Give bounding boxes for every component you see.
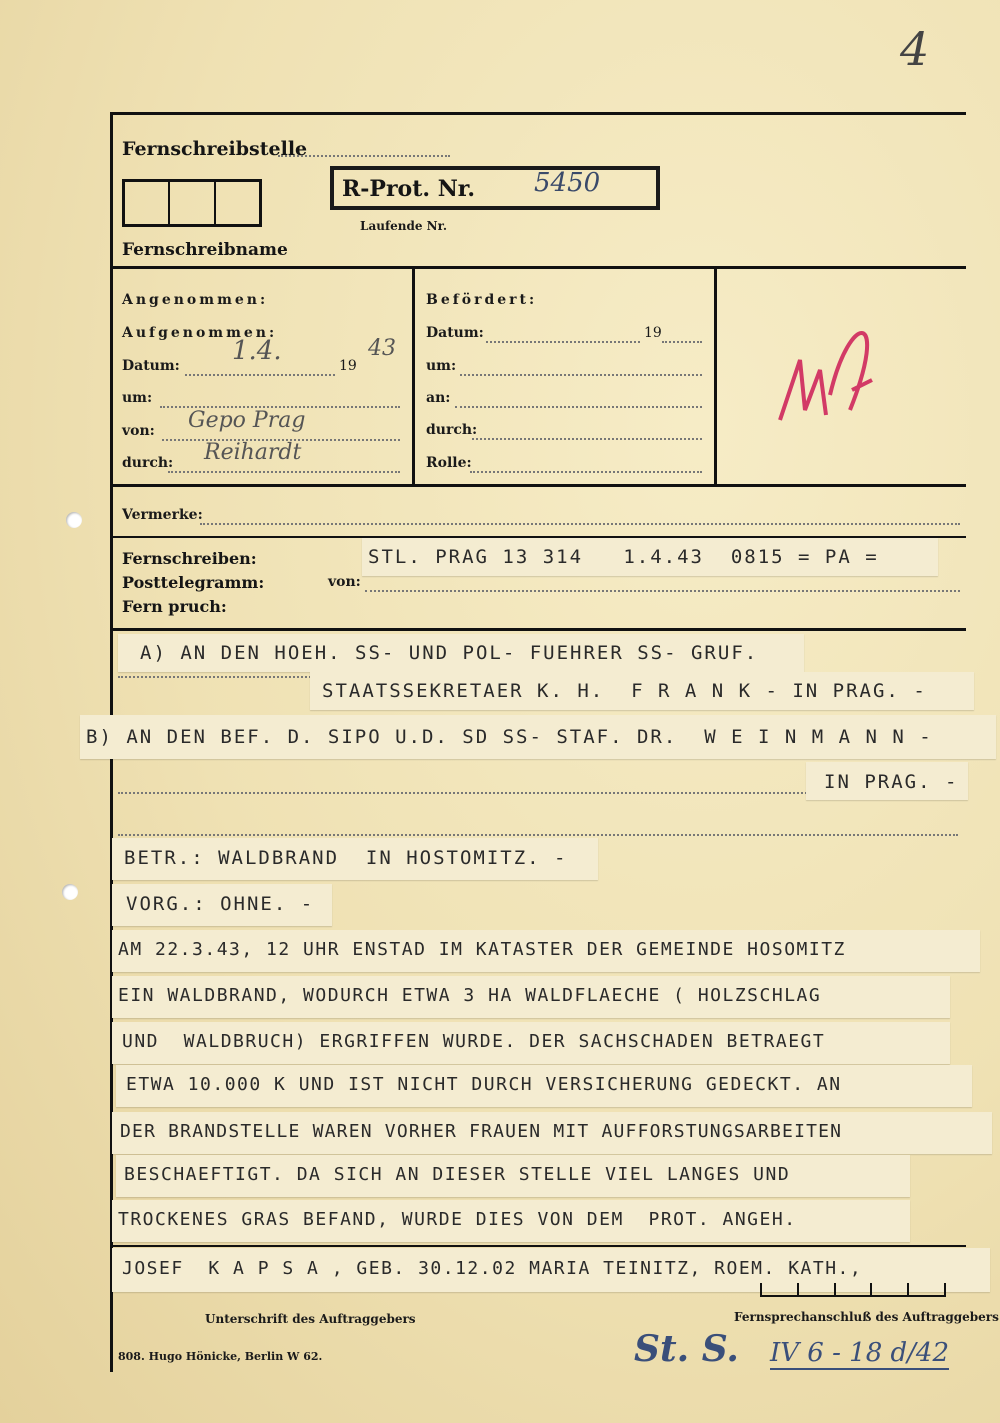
forwarded-time-line — [460, 374, 702, 376]
phone-number-boxes — [760, 1283, 946, 1297]
forwarded-date-label: Datum: — [426, 325, 484, 341]
forwarded-date-line — [486, 341, 640, 343]
station-label: Fernschreibstelle — [122, 138, 308, 160]
received-by-label: durch: — [122, 455, 174, 471]
received-date-value: 1.4. — [232, 336, 282, 366]
tape-line-13: TROCKENES GRAS BEFAND, WURDE DIES VON DEM PROT. ANGEH. — [118, 1209, 797, 1230]
tape-line-3: B) AN DEN BEF. D. SIPO U.D. SD SS- STAF. DR. W E I N M A N N - — [86, 726, 933, 748]
remarks-label: Vermerke: — [122, 507, 203, 523]
header-bottom-border — [110, 266, 966, 269]
received-time-label: um: — [122, 390, 153, 406]
received-year-prefix: 19 — [339, 358, 357, 374]
initials-text — [790, 400, 792, 401]
tape-line-11: DER BRANDSTELLE WAREN VORHER FRAUEN MIT AUFFORSTUNGSARBEITEN — [120, 1121, 843, 1142]
forwarded-heading: Befördert: — [426, 292, 538, 308]
forwarded-to-line — [455, 406, 702, 408]
teletype-header-text: STL. PRAG 13 314 1.4.43 0815 = PA = — [368, 546, 879, 568]
type-phone-message-label: Fern pruch: — [122, 597, 227, 616]
punch-hole-lower — [62, 884, 78, 900]
forwarded-initials-divider — [714, 266, 717, 484]
tape-line-1: A) AN DEN HOEH. SS- UND POL- FUEHRER SS- GRUF. — [140, 642, 759, 664]
file-ref-prefix: St. S. — [634, 1328, 739, 1370]
received-heading: Angenommen: — [122, 292, 269, 308]
tape-line-5: BETR.: WALDBRAND IN HOSTOMITZ. - — [124, 847, 568, 869]
tape-line-7: AM 22.3.43, 12 UHR ENSTAD IM KATASTER DER GEMEINDE HOSOMITZ — [118, 939, 846, 960]
printer-imprint: 808. Hugo Hönicke, Berlin W 62. — [118, 1350, 323, 1363]
received-from-label: von: — [122, 423, 155, 439]
tape-line-14: JOSEF K A P S A , GEB. 30.12.02 MARIA TEINITZ, ROEM. KATH., — [122, 1258, 863, 1279]
phone-label: Fernsprechanschluß des Auftraggebers — [734, 1310, 999, 1324]
box-bottom-border — [110, 484, 966, 487]
received-date-label: Datum: — [122, 358, 180, 374]
forwarded-roll-line — [470, 471, 702, 473]
message-bottom-border — [110, 1245, 966, 1247]
sender-label: von: — [328, 574, 361, 590]
forwarded-roll-label: Rolle: — [426, 455, 472, 471]
forwarded-to-label: an: — [426, 390, 451, 406]
forwarded-year-prefix: 19 — [644, 325, 662, 341]
received-forwarded-divider — [412, 266, 415, 484]
tape-line-4: IN PRAG. - — [824, 771, 959, 793]
tape-line-8: EIN WALDBRAND, WODURCH ETWA 3 HA WALDFLAECHE ( HOLZSCHLAG — [118, 985, 822, 1006]
received-by-value: Reihardt — [204, 440, 302, 465]
guide-line-4 — [118, 834, 958, 836]
type-telex-label: Fernschreiben: — [122, 549, 257, 568]
forwarded-year-line — [662, 341, 702, 343]
signature-label: Unterschrift des Auftraggebers — [205, 1312, 416, 1326]
punch-hole-upper — [66, 512, 82, 528]
file-ref-number: IV 6 - 18 d/42 — [770, 1338, 950, 1368]
tape-line-9: UND WALDBRUCH) ERGRIFFEN WURDE. DER SACHSCHADEN BETRAEGT — [122, 1031, 826, 1052]
corner-page-mark: 4 — [900, 22, 930, 76]
forwarded-by-label: durch: — [426, 422, 478, 438]
stamp-label: R-Prot. Nr. — [342, 176, 476, 202]
received-from-value: Gepo Prag — [188, 408, 306, 433]
received-by-line — [168, 471, 400, 473]
protocol-number-stamp — [330, 166, 660, 210]
type-post-telegram-label: Posttelegramm: — [122, 573, 265, 592]
red-initials-mark — [760, 300, 900, 440]
remarks-line — [200, 523, 960, 525]
stamp-caption: Laufende Nr. — [360, 219, 448, 233]
forwarded-time-label: um: — [426, 358, 457, 374]
station-code-boxes — [122, 179, 262, 227]
stamp-number: 5450 — [534, 168, 601, 198]
message-top-border — [110, 628, 966, 631]
tape-line-2: STAATSSEKRETAER K. H. F R A N K - IN PRAG. - — [322, 680, 927, 702]
tape-line-10: ETWA 10.000 K UND IST NICHT DURCH VERSICHERUNG GEDECKT. AN — [126, 1074, 842, 1095]
tape-line-6: VORG.: OHNE. - — [126, 893, 315, 915]
received-year-value: 43 — [368, 336, 396, 361]
name-label: Fernschreibname — [122, 240, 288, 260]
sender-line — [365, 590, 960, 592]
form-top-border — [110, 112, 966, 115]
received-date-line — [185, 374, 335, 376]
recorded-heading: Aufgenommen: — [122, 325, 278, 341]
tape-line-12: BESCHAEFTIGT. DA SICH AN DIESER STELLE VIEL LANGES UND — [124, 1164, 791, 1185]
station-dotted-line — [278, 155, 450, 157]
forwarded-by-line — [472, 438, 702, 440]
